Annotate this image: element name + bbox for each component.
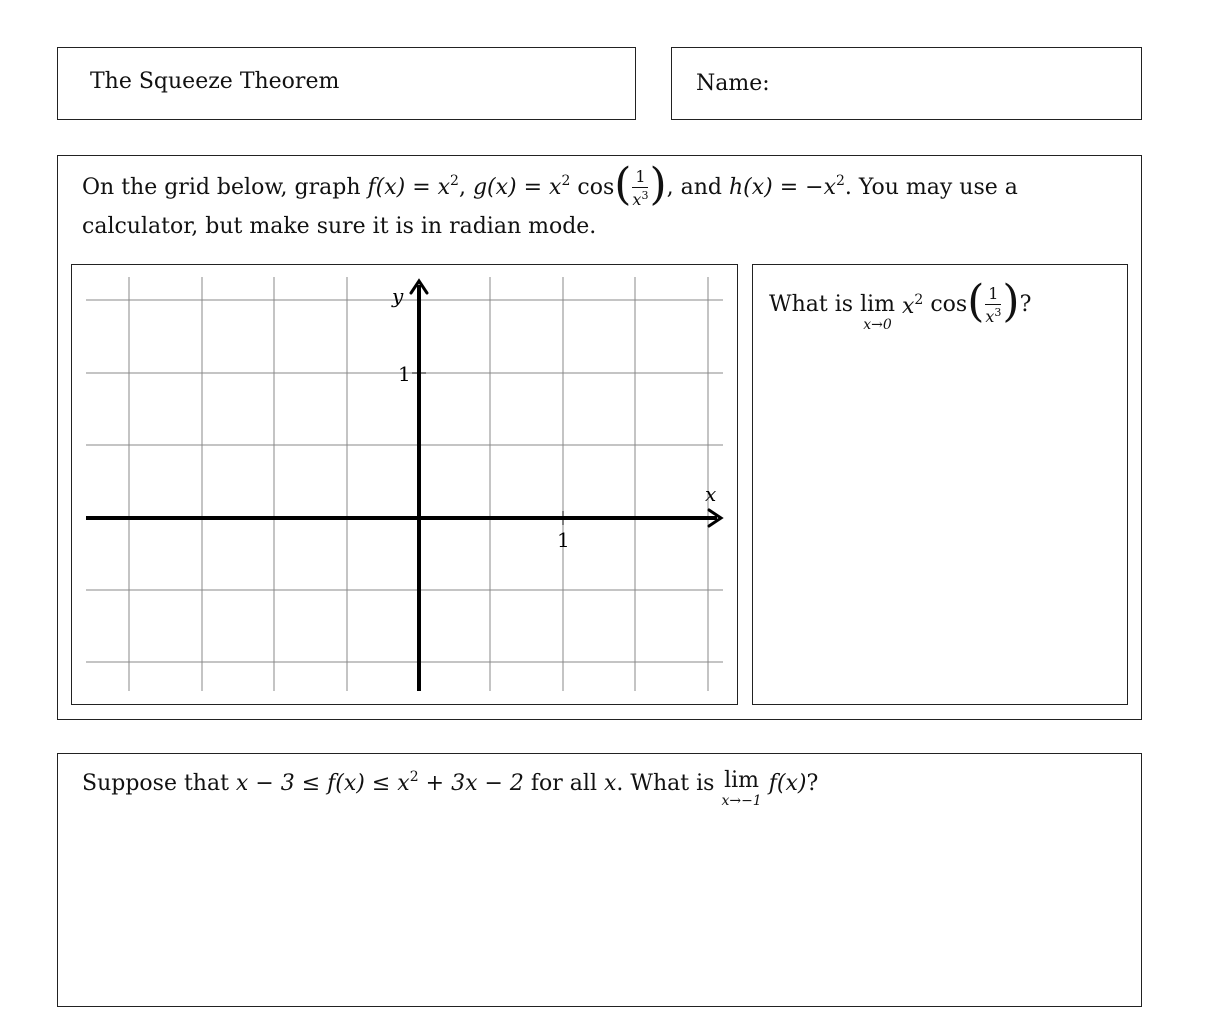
problem-1-tail: . You may use a — [844, 175, 1018, 200]
title-box — [57, 47, 636, 120]
and-label: , and — [666, 175, 722, 200]
fraction-one-over-x-cubed-2: $\frac{1}{x^3}$ — [985, 283, 1002, 326]
h-definition: $h(x) = -x^2$ — [728, 173, 845, 200]
y-axis-label: y — [392, 284, 404, 308]
problem-1-box — [57, 155, 1142, 720]
grid-lines — [86, 277, 723, 691]
page-title: The Squeeze Theorem — [90, 69, 340, 94]
problem-1-line-2: calculator, but make sure it is in radian mode. — [82, 214, 597, 239]
graph-box — [71, 264, 738, 705]
fraction-one-over-x-cubed: $\frac{1}{x^3}$ — [632, 166, 649, 209]
name-box[interactable] — [671, 47, 1142, 120]
coordinate-grid[interactable] — [72, 265, 737, 704]
f-definition: $f(x) = x^2$ — [367, 173, 459, 200]
limit-question: What is lim x→0 $x^2$ cos( $\frac{1}{x^3}$ )? — [769, 276, 1032, 333]
what-is-label: What is — [769, 292, 854, 317]
problem-2-statement: Suppose that $x - 3 \le f(x) \le x^2 + 3x - 2$ for all x. What is lim x→−1 f(x)? — [82, 768, 819, 809]
problem-2-box[interactable] — [57, 753, 1142, 1007]
x-axis-label: x — [705, 482, 717, 506]
problem-1-line-1: On the grid below, graph $f(x) = x^2$, $g(x) = x^2$ cos( $\frac{1}{x^3}$ ), and $h(x) = -x^2$. You may use a — [82, 159, 1018, 210]
name-label: Name: — [696, 71, 770, 96]
limit-question-box[interactable] — [752, 264, 1128, 705]
cos-label: cos — [577, 175, 615, 200]
limit-operator-2: lim x→−1 — [721, 768, 762, 809]
x-tick-label: 1 — [557, 528, 570, 552]
g-definition: $g(x) = x^2$ — [472, 173, 571, 200]
inequality: $x - 3 \le f(x) \le x^2 + 3x - 2$ — [235, 769, 524, 796]
limit-operator: lim x→0 — [860, 292, 895, 333]
problem-1-intro: On the grid below, graph — [82, 175, 361, 200]
y-tick-label: 1 — [398, 362, 411, 386]
